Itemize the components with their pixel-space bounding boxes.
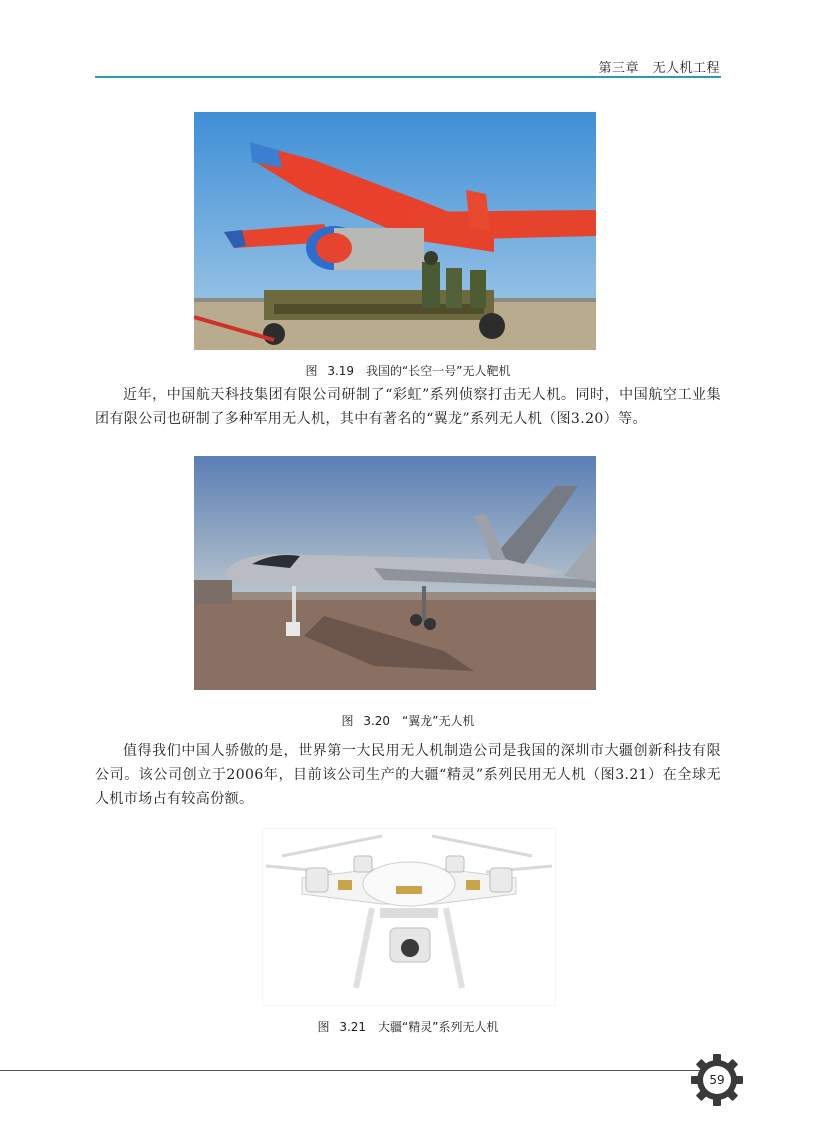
page-number: 59: [709, 1073, 725, 1087]
figure-3-21-caption: 图 3.21 大疆“精灵”系列无人机: [317, 1020, 499, 1034]
chapter-title: 第三章 无人机工程: [598, 61, 720, 76]
figure-3-19-photo: [194, 112, 596, 350]
paragraph-2: 值得我们中国人骄傲的是，世界第一大民用无人机制造公司是我国的深圳市大疆创新科技有限公司。该公司创立于2006年，目前该公司生产的大疆“精灵”系列民用无人机（图3.21）在全球无人机市场占有较高份额。: [95, 743, 721, 807]
paragraph-1: 近年，中国航天科技集团有限公司研制了“彩虹”系列侦察打击无人机。同时，中国航空工业集团有限公司也研制了多种军用无人机，其中有著名的“翼龙”系列无人机（图3.20）等。: [95, 387, 721, 427]
footer-rule: [0, 1070, 700, 1071]
figure-3-19-caption: 图 3.19 我国的“长空一号”无人靶机: [305, 364, 511, 378]
figure-3-20-caption: 图 3.20 “翼龙”无人机: [341, 714, 475, 728]
figure-3-21-photo: [262, 828, 556, 1006]
figure-3-20-photo: [194, 456, 596, 690]
header-rule: [95, 76, 721, 78]
